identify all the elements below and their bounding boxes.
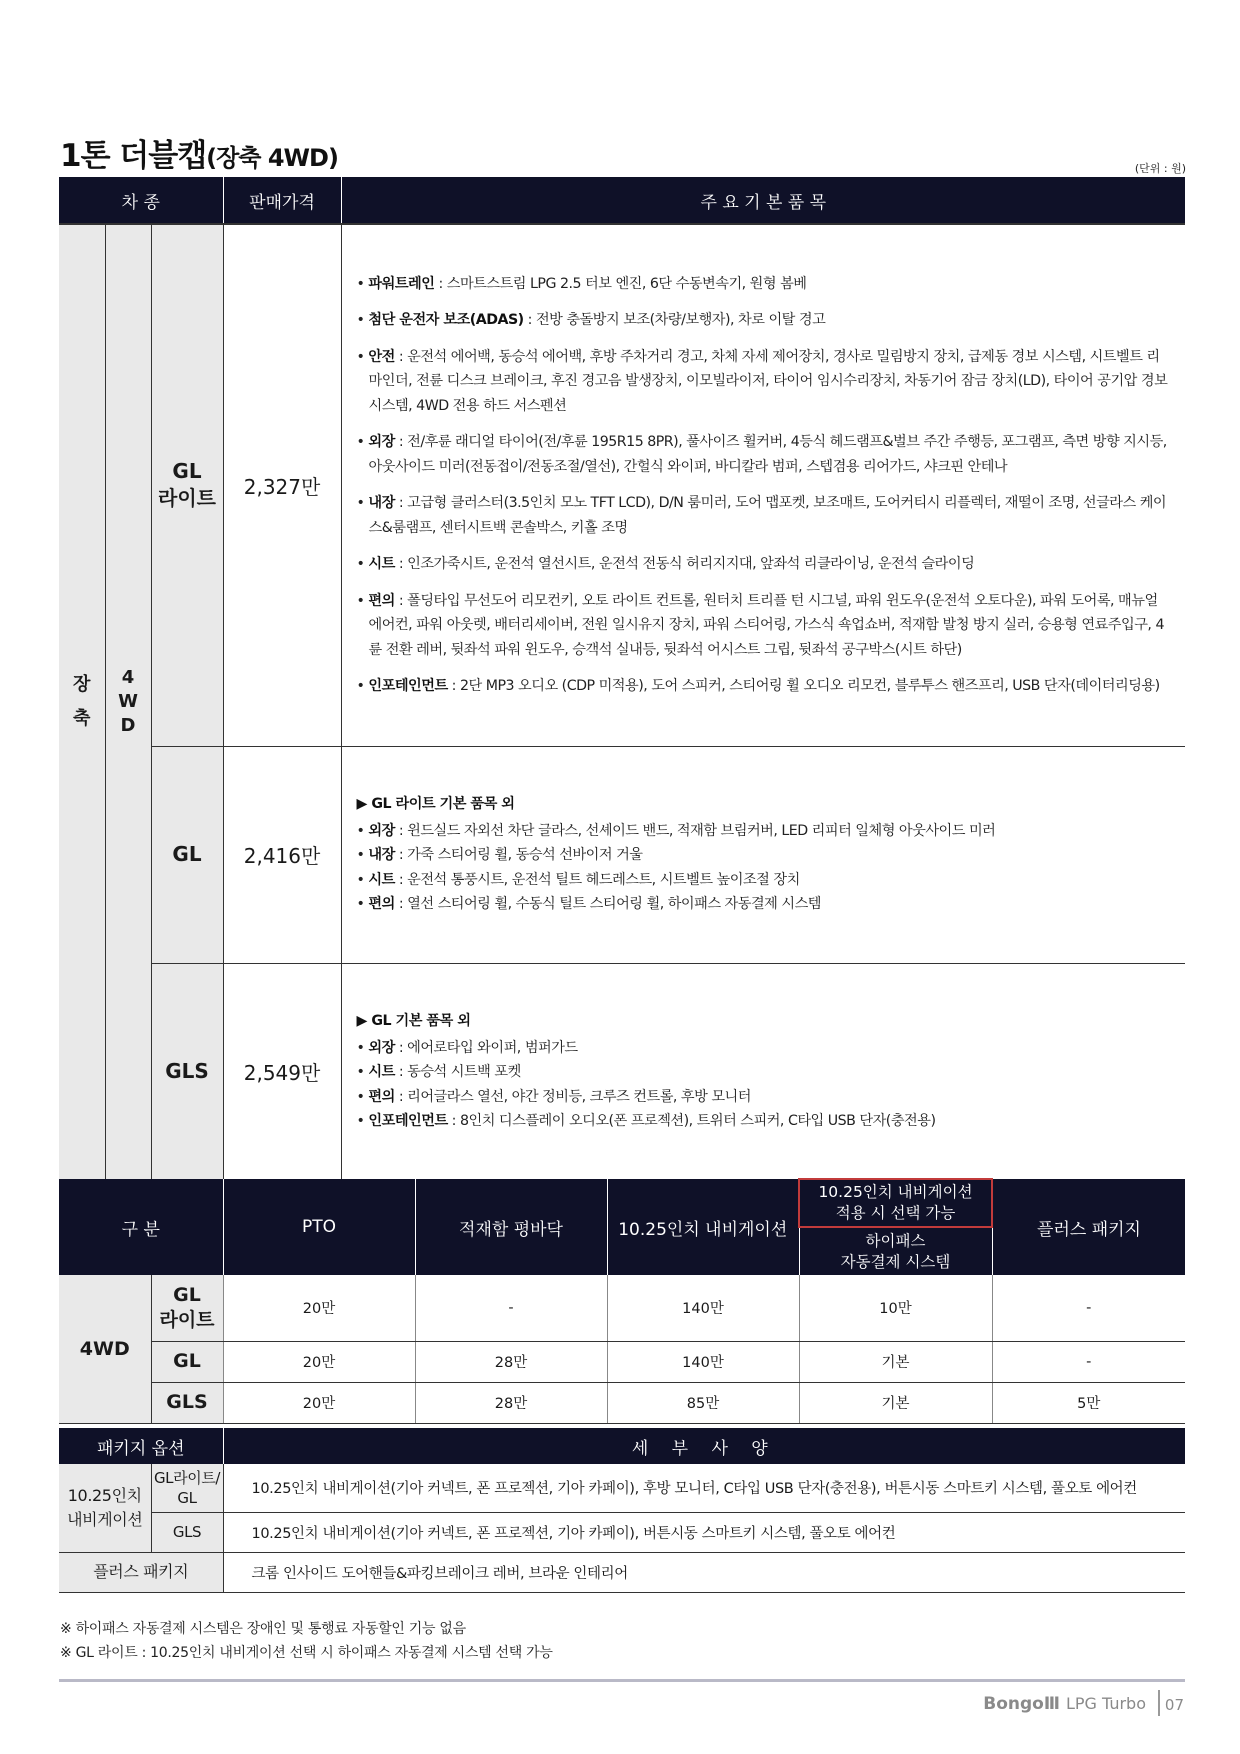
footnote: ※ 하이패스 자동결제 시스템은 장애인 및 통행료 자동할인 기능 없음 bbox=[60, 1621, 466, 1637]
trim-price: 2,549만 bbox=[223, 963, 341, 1180]
trim-price: 2,327만 bbox=[223, 224, 341, 746]
feature-item: • 시트 : 운전석 통풍시트, 운전석 틸트 헤드레스트, 시트벨트 높이조절 장치 bbox=[356, 871, 800, 888]
footer-separator bbox=[1158, 1690, 1160, 1716]
trim-features bbox=[341, 224, 1185, 746]
options-cell: 기본 bbox=[799, 1341, 992, 1382]
page-title bbox=[60, 130, 338, 175]
feature-item: • 편의 : 리어글라스 열선, 야간 정비등, 크루즈 컨트롤, 후방 모니터 bbox=[356, 1088, 751, 1105]
trim-features bbox=[341, 963, 1185, 1180]
footnote: ※ GL 라이트 : 10.25인치 내비게이션 선택 시 하이패스 자동결제 시스템 선택 가능 bbox=[60, 1645, 553, 1661]
feature-item: • 외장 : 전/후륜 래디얼 타이어(전/후륜 195R15 8PR), 풀사이즈 휠커버, 4등식 헤드램프&벌브 주간 주행등, 포그램프, 측면 방향 지시등, 아웃사이드 미러(전동접이/전동조절/열선), 간헐식 와이퍼, 바디칼라 범퍼, 스텝겸용 리어가드, 샤크핀 안테나 bbox=[356, 434, 1167, 475]
trim-row-gl bbox=[59, 746, 1185, 963]
options-header-pto: PTO bbox=[223, 1179, 415, 1275]
package-header-spec: 세 부 사 양 bbox=[223, 1428, 1185, 1464]
options-trim: GLS bbox=[151, 1382, 223, 1423]
options-header-nav-selectable: 10.25인치 내비게이션 적용 시 선택 가능 bbox=[799, 1179, 992, 1227]
feature-item: • 내장 : 가죽 스티어링 휠, 동승석 선바이저 거울 bbox=[356, 847, 643, 864]
options-cell: 140만 bbox=[607, 1275, 799, 1341]
trim-row-gl-lite bbox=[59, 224, 1185, 746]
options-header-row bbox=[59, 1179, 1185, 1227]
options-header-hipass: 하이패스 자동결제 시스템 bbox=[799, 1227, 992, 1275]
options-header-plus-package: 플러스 패키지 bbox=[992, 1179, 1185, 1275]
feature-item: • 편의 : 열선 스티어링 휠, 수동식 틸트 스티어링 휠, 하이패스 자동결제 시스템 bbox=[356, 896, 821, 913]
header-features: 주 요 기 본 품 목 bbox=[341, 177, 1185, 224]
trim-table-header bbox=[59, 177, 1185, 224]
options-cell: 140만 bbox=[607, 1341, 799, 1382]
feature-item: • 시트 : 동승석 시트백 포켓 bbox=[356, 1064, 521, 1081]
feature-item: • 내장 : 고급형 클러스터(3.5인치 모노 TFT LCD), D/N 룸미러, 도어 맵포켓, 보조매트, 도어커티시 리플렉터, 재떨이 조명, 선글라스 케이스&룸램프, 센터시트백 콘솔박스, 키홀 조명 bbox=[356, 495, 1167, 536]
feature-item: • 파워트레인 : 스마트스트림 LPG 2.5 터보 엔진, 6단 수동변속기, 원형 봄베 bbox=[356, 275, 807, 292]
options-cell: 28만 bbox=[415, 1341, 607, 1382]
feature-item: • 시트 : 인조가죽시트, 운전석 열선시트, 운전석 전동식 허리지지대, 앞좌석 리클라이닝, 운전석 슬라이딩 bbox=[356, 556, 975, 573]
options-cell: 10만 bbox=[799, 1275, 992, 1341]
trim-name: GLS bbox=[151, 963, 223, 1180]
drive-cell bbox=[105, 224, 151, 1180]
page-title-main: 1톤 더블캡 bbox=[60, 138, 207, 174]
feature-item: • 외장 : 에어로타입 와이퍼, 범퍼가드 bbox=[356, 1039, 578, 1056]
trim-features bbox=[341, 746, 1185, 963]
options-cell: 기본 bbox=[799, 1382, 992, 1423]
unit-note: (단위 : 원) bbox=[1134, 162, 1186, 175]
body-type-cell bbox=[59, 224, 105, 1180]
package-row-nav-gls bbox=[59, 1512, 1185, 1552]
options-cell: 28만 bbox=[415, 1382, 607, 1423]
package-header-option: 패키지 옵션 bbox=[59, 1428, 223, 1464]
package-nav-trim: GL라이트/ GL bbox=[151, 1464, 223, 1512]
options-cell: 5만 bbox=[992, 1382, 1185, 1423]
options-cell: - bbox=[992, 1275, 1185, 1341]
package-header-row bbox=[59, 1428, 1185, 1464]
feature-item: • 인포테인먼트 : 8인치 디스플레이 오디오(폰 프로젝션), 트위터 스피커, C타입 USB 단자(충전용) bbox=[356, 1113, 936, 1130]
package-row-plus bbox=[59, 1552, 1185, 1592]
page-title-sub: (장축 4WD) bbox=[206, 144, 338, 172]
package-nav-desc: 10.25인치 내비게이션(기아 커넥트, 폰 프로젝션, 기아 카페이), 후방 모니터, C타입 USB 단자(충전용), 버튼시동 스마트키 시스템, 풀오토 에어컨 bbox=[223, 1464, 1185, 1512]
options-header-navigation: 10.25인치 내비게이션 bbox=[607, 1179, 799, 1275]
options-cell: 20만 bbox=[223, 1382, 415, 1423]
package-nav-label: 10.25인치 내비게이션 bbox=[59, 1464, 151, 1552]
feature-item: • 안전 : 운전석 에어백, 동승석 에어백, 후방 주차거리 경고, 차체 자세 제어장치, 경사로 밀림방지 장치, 급제동 경보 시스템, 시트벨트 리마인더, 전륜 디스크 브레이크, 후진 경고음 발생장치, 이모빌라이저, 타이어 임시수리장치, 차동기어 잠금 장치(LD), 타이어 공기압 경보 시스템, 4WD 전용 하드 서스펜션 bbox=[356, 348, 1168, 414]
options-row-gl bbox=[59, 1341, 1185, 1382]
footer-divider bbox=[59, 1679, 1185, 1682]
options-header-flatbed: 적재함 평바닥 bbox=[415, 1179, 607, 1275]
footer-model: LPG Turbo bbox=[1065, 1694, 1146, 1713]
header-price: 판매가격 bbox=[223, 177, 341, 224]
feature-item: • 인포테인먼트 : 2단 MP3 오디오 (CDP 미적용), 도어 스피커, 스티어링 휠 오디오 리모컨, 블루투스 핸즈프리, USB 단자(데이터리딩용) bbox=[356, 678, 1160, 695]
trim-price-table bbox=[59, 177, 1185, 1181]
trim-row-gls bbox=[59, 963, 1185, 1180]
feature-intro: ▶ GL 라이트 기본 품목 외 bbox=[356, 796, 515, 813]
body-type-label: 장 축 bbox=[73, 674, 91, 730]
feature-item: • 외장 : 윈드실드 자외선 차단 글라스, 선셰이드 밴드, 적재함 브림커버, LED 리피터 일체형 아웃사이드 미러 bbox=[356, 822, 996, 839]
package-row-nav-gl bbox=[59, 1464, 1185, 1512]
options-cell: - bbox=[992, 1341, 1185, 1382]
options-header-group: 구 분 bbox=[59, 1179, 223, 1275]
options-cell: - bbox=[415, 1275, 607, 1341]
package-nav-desc: 10.25인치 내비게이션(기아 커넥트, 폰 프로젝션, 기아 카페이), 버튼시동 스마트키 시스템, 풀오토 에어컨 bbox=[223, 1512, 1185, 1552]
options-trim: GL 라이트 bbox=[151, 1275, 223, 1341]
trim-price: 2,416만 bbox=[223, 746, 341, 963]
trim-name: GL bbox=[151, 746, 223, 963]
options-table bbox=[59, 1178, 1185, 1424]
package-nav-trim: GLS bbox=[151, 1512, 223, 1552]
package-table bbox=[59, 1428, 1185, 1593]
footer-brand bbox=[983, 1694, 1146, 1714]
options-cell: 20만 bbox=[223, 1341, 415, 1382]
footer-brand-name: BongoⅢ bbox=[983, 1694, 1060, 1714]
page-number: 07 bbox=[1164, 1696, 1184, 1714]
options-trim: GL bbox=[151, 1341, 223, 1382]
options-group-4wd: 4WD bbox=[59, 1275, 151, 1423]
header-model: 차 종 bbox=[59, 177, 223, 224]
feature-item: • 첨단 운전자 보조(ADAS) : 전방 충돌방지 보조(차량/보행자), 차로 이탈 경고 bbox=[356, 312, 826, 329]
package-plus-desc: 크롬 인사이드 도어핸들&파킹브레이크 레버, 브라운 인테리어 bbox=[223, 1552, 1185, 1592]
options-cell: 20만 bbox=[223, 1275, 415, 1341]
options-row-gl-lite bbox=[59, 1275, 1185, 1341]
options-cell: 85만 bbox=[607, 1382, 799, 1423]
package-plus-label: 플러스 패키지 bbox=[59, 1552, 223, 1592]
trim-name: GL 라이트 bbox=[151, 224, 223, 746]
feature-intro: ▶ GL 기본 품목 외 bbox=[356, 1013, 471, 1030]
options-row-gls bbox=[59, 1382, 1185, 1423]
feature-item: • 편의 : 폴딩타입 무선도어 리모컨키, 오토 라이트 컨트롤, 원터치 트리플 턴 시그널, 파워 윈도우(운전석 오토다운), 파워 도어록, 매뉴얼 에어컨, 파워 아웃렛, 배터리세이버, 전원 일시유지 장치, 파워 스티어링, 가스식 쇽업쇼버, 적재함 발청 방지 실러, 승용형 연료주입구, 4륜 전환 레버, 뒷좌석 파워 윈도우, 승객석 실내등, 뒷좌석 어시스트 그립, 뒷좌석 공구박스(시트 하단) bbox=[356, 592, 1164, 658]
drive-label: 4 W D bbox=[118, 667, 138, 737]
